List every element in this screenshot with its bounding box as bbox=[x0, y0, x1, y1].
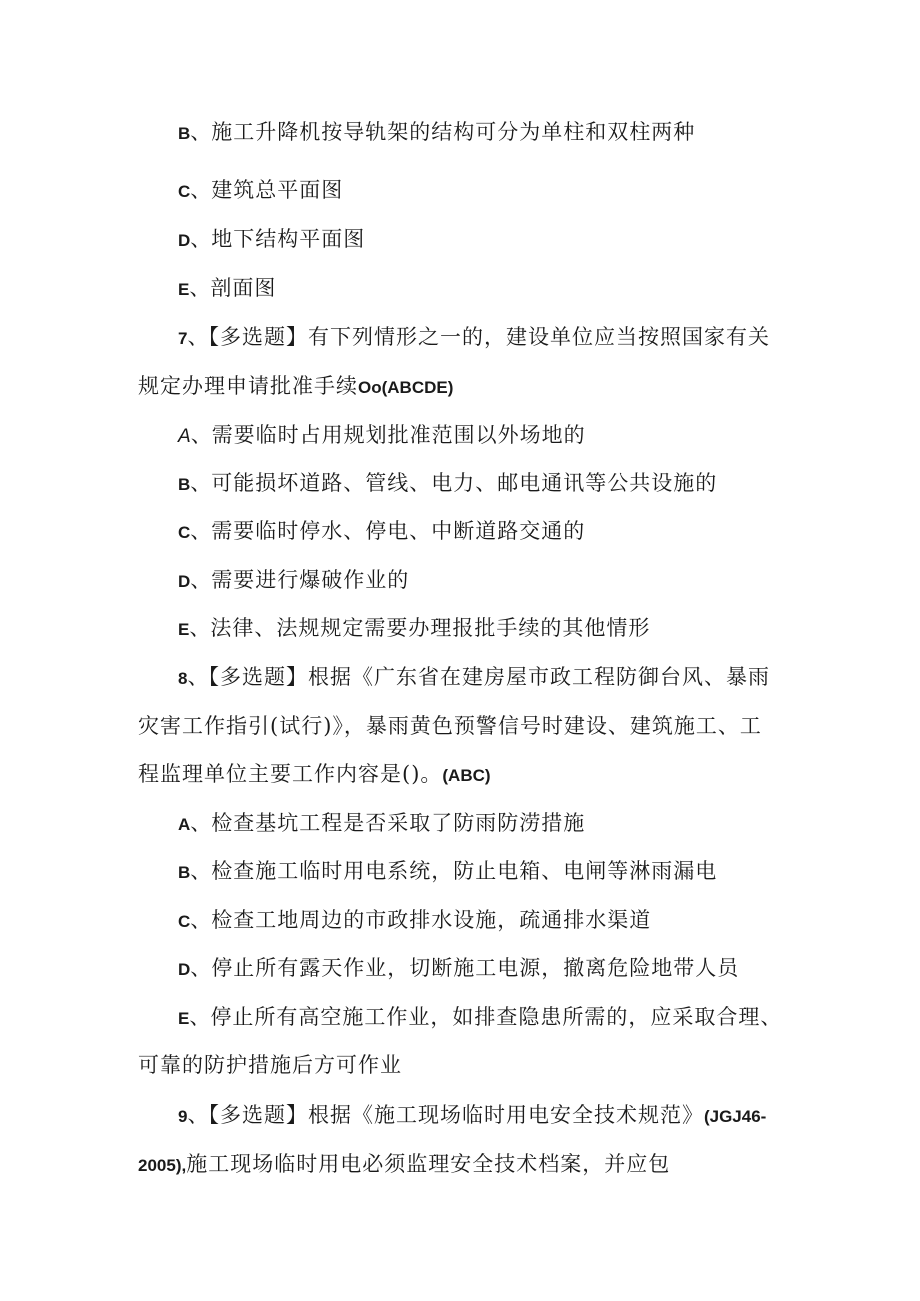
option-text: 需要临时停水、停电、中断道路交通的 bbox=[211, 519, 586, 543]
option-text: 需要临时占用规划批准范围以外场地的 bbox=[211, 423, 586, 447]
option-text: 可能损坏道路、管线、电力、邮电通讯等公共设施的 bbox=[211, 471, 718, 495]
option-separator: 、 bbox=[190, 908, 212, 932]
question-8-stem-cont bbox=[138, 711, 762, 741]
question-7-stem-cont bbox=[138, 371, 453, 403]
option-c bbox=[178, 175, 343, 207]
option-marker: C bbox=[178, 182, 191, 201]
question-separator: 、 bbox=[187, 1103, 209, 1127]
option-e bbox=[178, 273, 276, 305]
question-9-stem-cont bbox=[138, 1149, 670, 1181]
option-a bbox=[178, 420, 586, 452]
question-text: 规定办理申请批准手续 bbox=[138, 374, 358, 398]
option-separator: 、 bbox=[189, 1005, 211, 1029]
standard-code: (JGJ46- bbox=[703, 1107, 767, 1126]
option-marker: A bbox=[178, 426, 191, 447]
option-marker: E bbox=[178, 620, 190, 639]
option-text: 检查基坑工程是否采取了防雨防涝措施 bbox=[211, 811, 586, 835]
question-text: 【多选题】有下列情形之一的，建设单位应当按照国家有关 bbox=[208, 325, 770, 349]
question-separator: 、 bbox=[187, 665, 209, 689]
option-marker: D bbox=[178, 960, 191, 979]
option-separator: 、 bbox=[190, 120, 212, 144]
option-d bbox=[178, 224, 365, 256]
question-number: 9 bbox=[178, 1107, 188, 1126]
question-number: 7 bbox=[178, 329, 188, 348]
option-b bbox=[178, 468, 717, 500]
option-separator: 、 bbox=[190, 811, 212, 835]
option-marker: E bbox=[178, 280, 190, 299]
option-d bbox=[178, 565, 409, 597]
option-c bbox=[178, 516, 585, 548]
standard-code: 2005), bbox=[138, 1156, 187, 1175]
option-marker: C bbox=[178, 523, 191, 542]
question-text: 【多选题】根据《施工现场临时用电安全技术规范》 bbox=[208, 1103, 704, 1127]
option-separator: 、 bbox=[190, 178, 212, 202]
option-marker: B bbox=[178, 475, 191, 494]
option-text: 检查施工临时用电系统，防止电箱、电闸等淋雨漏电 bbox=[211, 859, 718, 883]
option-text: 检查工地周边的市政排水设施，疏通排水渠道 bbox=[211, 908, 652, 932]
option-separator: 、 bbox=[190, 859, 212, 883]
question-text: 程监理单位主要工作内容是()。 bbox=[138, 762, 443, 786]
option-text: 剖面图 bbox=[210, 276, 277, 300]
option-text: 建筑总平面图 bbox=[211, 178, 344, 202]
option-e bbox=[178, 613, 650, 645]
option-marker: B bbox=[178, 124, 191, 143]
option-d bbox=[178, 953, 739, 985]
option-separator: 、 bbox=[190, 956, 212, 980]
question-text: 【多选题】根据《广东省在建房屋市政工程防御台风、暴雨 bbox=[208, 665, 770, 689]
option-marker: B bbox=[178, 863, 191, 882]
question-7-stem bbox=[178, 322, 770, 354]
question-9-stem bbox=[178, 1100, 766, 1132]
option-e bbox=[178, 1002, 782, 1034]
question-separator: 、 bbox=[187, 325, 209, 349]
option-text: 需要进行爆破作业的 bbox=[211, 568, 410, 592]
option-text: 停止所有高空施工作业，如排查隐患所需的，应采取合理、 bbox=[210, 1005, 783, 1029]
question-number: 8 bbox=[178, 669, 188, 688]
option-separator: 、 bbox=[190, 227, 212, 251]
question-answer: (ABC) bbox=[442, 766, 491, 785]
option-separator: 、 bbox=[189, 616, 211, 640]
option-separator: 、 bbox=[190, 568, 212, 592]
option-marker: C bbox=[178, 912, 191, 931]
option-text: 地下结构平面图 bbox=[211, 227, 366, 251]
option-separator: 、 bbox=[190, 471, 212, 495]
question-text: 施工现场临时用电必须监理安全技术档案，并应包 bbox=[186, 1152, 671, 1176]
question-8-stem bbox=[178, 662, 770, 694]
option-marker: D bbox=[178, 231, 191, 250]
option-text: 法律、法规规定需要办理报批手续的其他情形 bbox=[210, 616, 651, 640]
option-a bbox=[178, 808, 585, 840]
option-separator: 、 bbox=[190, 423, 212, 447]
option-text: 可靠的防护措施后方可作业 bbox=[138, 1053, 402, 1077]
option-separator: 、 bbox=[189, 276, 211, 300]
option-separator: 、 bbox=[190, 519, 212, 543]
option-text: 停止所有露天作业，切断施工电源，撤离危险地带人员 bbox=[211, 956, 740, 980]
option-text: 施工升降机按导轨架的结构可分为单柱和双柱两种 bbox=[211, 120, 696, 144]
question-text: 灾害工作指引(试行)》，暴雨黄色预警信号时建设、建筑施工、工 bbox=[138, 714, 762, 738]
option-marker: A bbox=[178, 815, 191, 834]
option-b bbox=[178, 117, 695, 149]
question-answer: Oo(ABCDE) bbox=[358, 378, 454, 397]
option-marker: D bbox=[178, 572, 191, 591]
option-c bbox=[178, 905, 651, 937]
question-8-stem-cont-2 bbox=[138, 759, 491, 791]
option-e-cont bbox=[138, 1050, 402, 1080]
option-marker: E bbox=[178, 1009, 190, 1028]
option-b bbox=[178, 856, 717, 888]
